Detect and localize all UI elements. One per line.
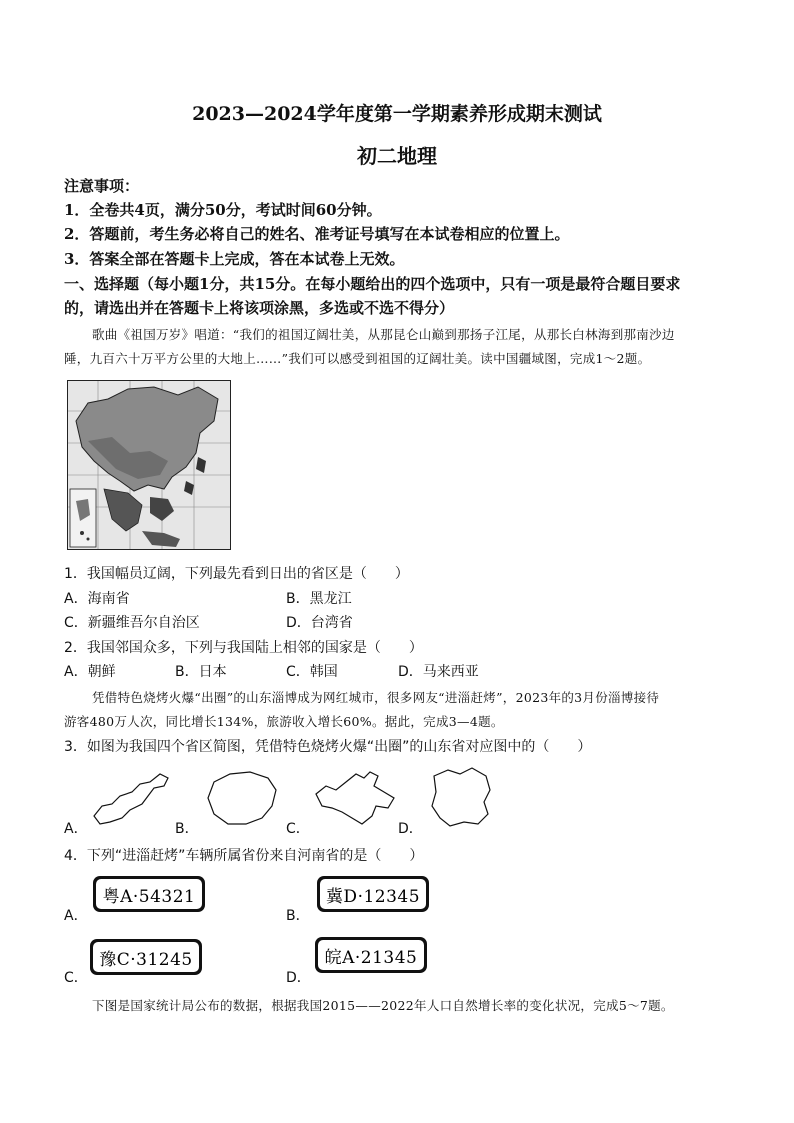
note-item: 2．答题前，考生务必将自己的姓名、准考证号填写在本试卷相应的位置上。 [64, 225, 570, 243]
option-d: D．台湾省 [286, 615, 353, 631]
passage-text: 游客480万人次，同比增长134%，旅游收入增长60%。据此，完成3—4题。 [64, 714, 504, 729]
license-plate [315, 937, 427, 973]
option-c: C． [286, 821, 310, 837]
question-stem: 1．我国幅员辽阔，下列最先看到日出的省区是（ ） [64, 566, 409, 582]
province-outline-gansu-icon [312, 768, 398, 830]
passage-text: 陲，九百六十万平方公里的大地上……”我们可以感受到祖国的辽阔壮美。读中国疆域图，完成1～2题。 [64, 351, 651, 366]
note-item: 3．答案全部在答题卡上完成，答在本试卷上无效。 [64, 250, 405, 268]
notes-heading: 注意事项： [64, 177, 140, 195]
license-plate [90, 939, 202, 975]
province-outline-shandong-icon [90, 770, 172, 828]
map-image-icon [68, 381, 230, 549]
option-b: B． [286, 908, 310, 924]
option-a: A．海南省 [64, 591, 130, 607]
page-subtitle: 初二地理 [357, 144, 437, 168]
section-instruction: 的，请选出并在答题卡上将该项涂黑，多选或不选不得分） [64, 299, 455, 317]
question-stem: 4．下列“进淄赶烤”车辆所属省份来自河南省的是（ ） [64, 848, 424, 864]
license-plate-text: 皖A·21345 [318, 940, 424, 970]
option-c: C． [64, 970, 88, 986]
option-a: A． [64, 908, 88, 924]
option-b: B．日本 [175, 664, 227, 680]
province-outline-hainan-icon [200, 768, 282, 830]
option-d: D． [286, 970, 311, 986]
license-plate [317, 876, 429, 912]
option-d: D．马来西亚 [398, 664, 479, 680]
section-instruction: 一、选择题（每小题1分，共15分。在每小题给出的四个选项中，只有一项是最符合题目要求 [64, 275, 681, 293]
passage-text: 歌曲《祖国万岁》唱道：“我们的祖国辽阔壮美，从那昆仑山巅到那扬子江尾，从那长白林海到那南沙边 [92, 327, 675, 342]
option-b: B． [175, 821, 199, 837]
question-stem: 3．如图为我国四个省区简图，凭借特色烧烤火爆“出圈”的山东省对应图中的（ ） [64, 739, 592, 755]
option-b: B．黑龙江 [286, 591, 352, 607]
license-plate-text: 冀D·12345 [320, 879, 426, 909]
passage-text: 凭借特色烧烤火爆“出圈”的山东淄博成为网红城市，很多网友“进淄赶烤”，2023年的3月份淄博接待 [92, 690, 660, 705]
page-title: 2023—2024学年度第一学期素养形成期末测试 [192, 103, 602, 125]
option-a: A．朝鲜 [64, 664, 116, 680]
option-d: D． [398, 821, 423, 837]
question-stem: 2．我国邻国众多，下列与我国陆上相邻的国家是（ ） [64, 640, 423, 656]
option-c: C．新疆维吾尔自治区 [64, 615, 200, 631]
license-plate-text: 粤A·54321 [96, 879, 202, 909]
province-outline-hunan-icon [424, 762, 496, 830]
option-a: A． [64, 821, 88, 837]
option-c: C．韩国 [286, 664, 338, 680]
license-plate [93, 876, 205, 912]
license-plate-text: 豫C·31245 [93, 942, 199, 972]
passage-text: 下图是国家统计局公布的数据，根据我国2015——2022年人口自然增长率的变化状况，完成5～7题。 [92, 998, 674, 1013]
note-item: 1．全卷共4页，满分50分，考试时间60分钟。 [64, 201, 382, 219]
china-territory-map [67, 380, 231, 550]
